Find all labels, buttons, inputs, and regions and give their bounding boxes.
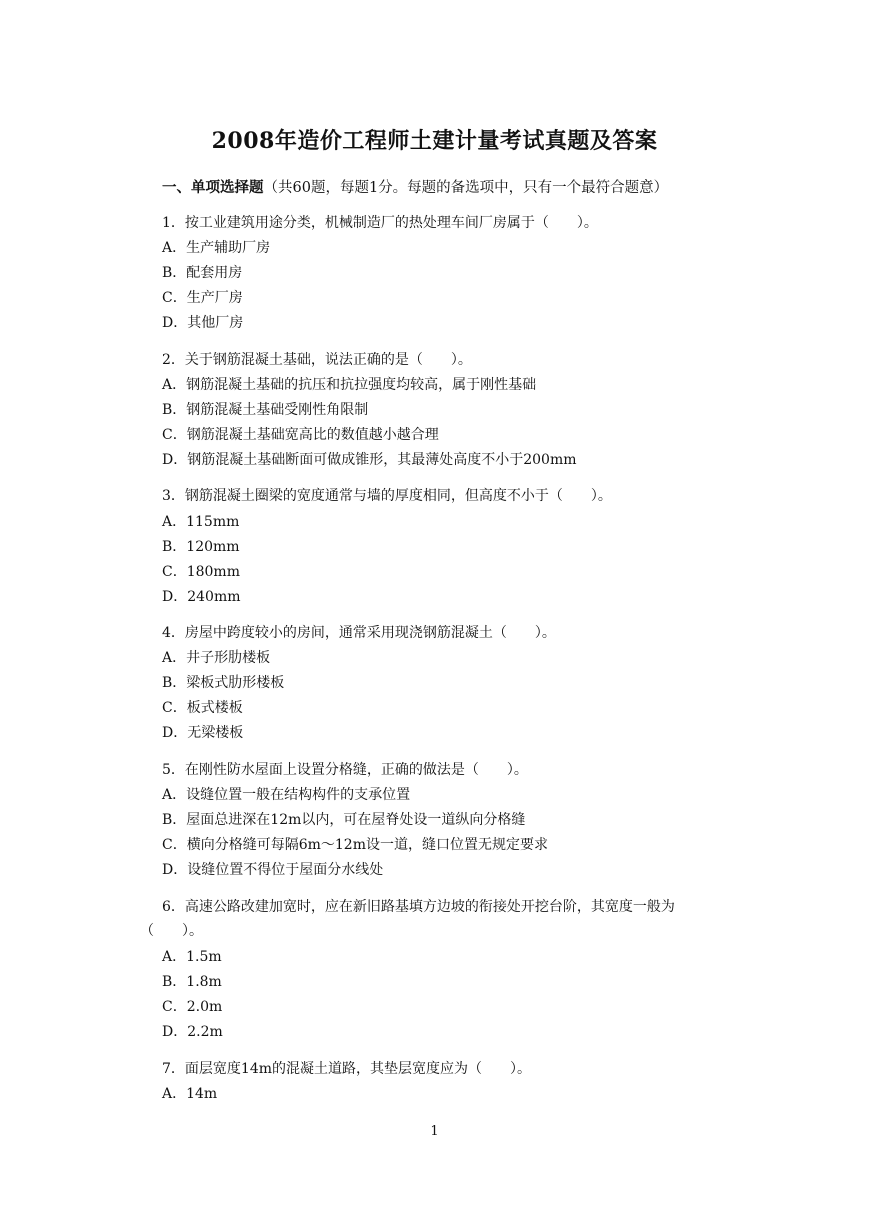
question-option: B．1.8m xyxy=(162,974,222,990)
question-stem: 5．在刚性防水屋面上设置分格缝，正确的做法是（ ）。 xyxy=(162,762,528,778)
question-option: D．钢筋混凝土基础断面可做成锥形，其最薄处高度不小于200mm xyxy=(162,452,577,468)
question-option: C．横向分格缝可每隔6m～12m设一道，缝口位置无规定要求 xyxy=(162,837,548,853)
question-stem: 2．关于钢筋混凝土基础，说法正确的是（ ）。 xyxy=(162,352,472,368)
question-stem: 3．钢筋混凝土圈梁的宽度通常与墙的厚度相同，但高度不小于（ ）。 xyxy=(162,488,612,504)
question-option: B．屋面总进深在12m以内，可在屋脊处设一道纵向分格缝 xyxy=(162,812,526,828)
question-option: D．其他厂房 xyxy=(162,315,244,331)
question-option: A．1.5m xyxy=(162,949,222,965)
question-option: A．钢筋混凝土基础的抗压和抗拉强度均较高，属于刚性基础 xyxy=(162,377,537,393)
section-heading xyxy=(162,176,668,197)
question-stem: 7．面层宽度14m的混凝土道路，其垫层宽度应为（ ）。 xyxy=(162,1061,531,1077)
question-option: C．180mm xyxy=(162,564,240,580)
question-option: B．配套用房 xyxy=(162,265,243,281)
question-option: C．2.0m xyxy=(162,999,223,1015)
question-option: D．2.2m xyxy=(162,1024,223,1040)
question-option: B．钢筋混凝土基础受刚性角限制 xyxy=(162,402,369,418)
question-option: C．生产厂房 xyxy=(162,290,243,306)
question-option: D．240mm xyxy=(162,589,241,605)
question-stem: 6．高速公路改建加宽时，应在新旧路基填方边坡的衔接处开挖台阶，其宽度一般为 xyxy=(162,899,675,915)
question-option: C．板式楼板 xyxy=(162,700,243,716)
question-stem: 4．房屋中跨度较小的房间，通常采用现浇钢筋混凝土（ ）。 xyxy=(162,625,556,641)
question-option: A．生产辅助厂房 xyxy=(162,240,271,256)
section-heading-label: 一、单项选择题 xyxy=(162,179,264,196)
question-option: C．钢筋混凝土基础宽高比的数值越小越合理 xyxy=(162,427,439,443)
question-stem-continuation: （ ）。 xyxy=(140,923,203,939)
question-option: A．设缝位置一般在结构构件的支承位置 xyxy=(162,787,411,803)
question-option: B．120mm xyxy=(162,539,240,555)
question-option: B．梁板式肋形楼板 xyxy=(162,675,285,691)
question-option: D．无梁楼板 xyxy=(162,725,244,741)
question-option: A．井子形肋楼板 xyxy=(162,650,271,666)
question-option: A．115mm xyxy=(162,514,240,530)
page-number: 1 xyxy=(430,1124,439,1139)
question-option: D．设缝位置不得位于屋面分水线处 xyxy=(162,862,384,878)
question-option: A．14m xyxy=(162,1086,218,1102)
section-heading-note: （共60题，每题1分。每题的备选项中，只有一个最符合题意） xyxy=(263,180,669,196)
page-title: 2008年造价工程师土建计量考试真题及答案 xyxy=(211,128,658,154)
question-stem: 1．按工业建筑用途分类，机械制造厂的热处理车间厂房属于（ ）。 xyxy=(162,215,598,231)
